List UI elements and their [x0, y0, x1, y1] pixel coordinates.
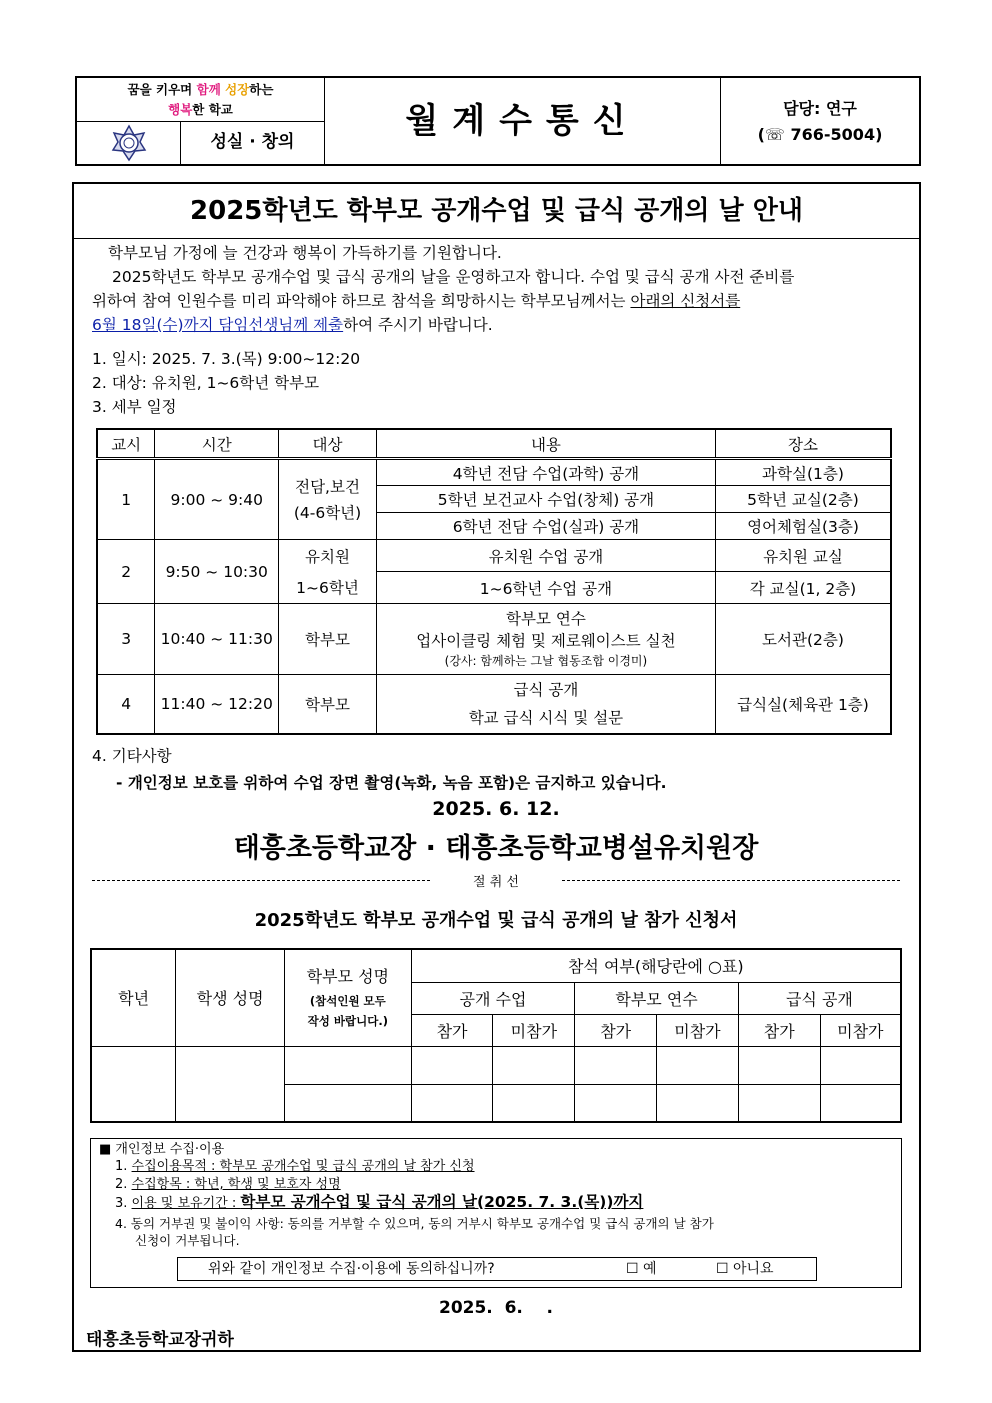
target-cell: 학부모 — [279, 675, 377, 734]
target-cell: 유치원 — [279, 540, 377, 572]
contact-info — [721, 78, 919, 164]
consent-question: 위와 같이 개인정보 수집·이용에 동의하십니까? — [208, 1261, 495, 1277]
body-text: 위하여 참여 인원수를 미리 파악해야 하므로 참석을 희망하시는 학부모님께서는 — [92, 292, 631, 310]
notice-date: 2025. 6. 12. — [432, 798, 560, 820]
student-name-header: 학생 성명 — [176, 949, 285, 1046]
body-line — [92, 313, 493, 337]
greeting: 학부모님 가정에 늘 건강과 행복이 가득하기를 기원합니다. — [108, 244, 502, 262]
slogan-part: 행복 — [168, 102, 193, 117]
target-text: 전담,보건 — [295, 477, 360, 496]
attend-header: 참가 — [575, 1014, 657, 1046]
time-cell: 9:00 ~ 9:40 — [155, 459, 279, 540]
grade-header: 학년 — [91, 949, 176, 1046]
content-note: (강사: 함께하는 그날 협동조합 이경미) — [444, 654, 648, 668]
item-text: 이용 및 보유기간 : — [131, 1196, 241, 1211]
period-cell: 1 — [97, 459, 155, 540]
privacy-heading: ■ 개인정보 수집·이용 — [99, 1142, 225, 1157]
check-cell[interactable] — [493, 1084, 575, 1122]
parent-name-header — [284, 949, 411, 1046]
parent-name-note: 작성 바랍니다.) — [307, 1014, 388, 1029]
content-text: 학부모 연수 — [506, 610, 586, 628]
privacy-warning: - 개인정보 보호를 위하여 수업 장면 촬영(녹화, 녹음 포함)은 금지하고 있습니다. — [116, 774, 667, 792]
item-number: 1. — [115, 1159, 128, 1174]
privacy-item — [115, 1176, 341, 1193]
period-cell: 3 — [97, 604, 155, 675]
grade-entry[interactable] — [91, 1046, 176, 1122]
info-target: 2. 대상: 유치원, 1~6학년 학부모 — [92, 374, 320, 392]
check-cell[interactable] — [657, 1046, 739, 1084]
check-cell[interactable] — [657, 1084, 739, 1122]
place-cell: 유치원 교실 — [715, 540, 891, 572]
body-line: 2025학년도 학부모 공개수업 및 급식 공개의 날을 운영하고자 합니다. 수업 및 급식 공개 사전 준비를 — [112, 268, 795, 286]
parent-name-entry[interactable] — [284, 1046, 411, 1084]
schedule-table — [96, 428, 892, 735]
privacy-item-cont: 신청이 거부됩니다. — [135, 1233, 240, 1248]
target-cell — [279, 459, 377, 540]
other-notes-label: 4. 기타사항 — [92, 747, 172, 765]
privacy-consent-box — [90, 1138, 902, 1288]
school-emblem — [77, 122, 181, 164]
check-cell[interactable] — [411, 1046, 493, 1084]
item-text: 수집이용목적 : 학부모 공개수업 및 급식 공개의 날 참가 신청 — [131, 1159, 475, 1174]
item-emphasis: 학부모 공개수업 및 급식 공개의 날(2025. 7. 3.(목))까지 — [240, 1193, 644, 1211]
cut-line-label: 절 취 선 — [473, 875, 519, 890]
time-cell: 10:40 ~ 11:30 — [155, 604, 279, 675]
attend-header: 참가 — [738, 1014, 820, 1046]
form-entry-row — [91, 1046, 901, 1084]
table-row — [97, 540, 891, 572]
slogan-part: 함께 — [196, 82, 221, 97]
not-attend-header: 미참가 — [493, 1014, 575, 1046]
place-cell: 각 교실(1, 2층) — [715, 572, 891, 604]
privacy-item — [115, 1194, 643, 1212]
notice-signer: 태흥초등학교장 · 태흥초등학교병설유치원장 — [233, 833, 759, 864]
deadline-text: 6월 18일(수)까지 담임선생님께 제출 — [92, 316, 344, 334]
slogan-part: 하는 — [249, 82, 274, 97]
content-text: 급식 공개 — [513, 680, 579, 699]
header-cell: 시간 — [155, 429, 279, 459]
item-text: 수집항목 : 학년, 학생 및 보호자 성명 — [131, 1177, 341, 1192]
application-table — [90, 948, 902, 1123]
header-cell: 대상 — [279, 429, 377, 459]
check-cell[interactable] — [493, 1046, 575, 1084]
period-cell: 4 — [97, 675, 155, 734]
check-cell[interactable] — [411, 1084, 493, 1122]
newsletter-title: 월계수통신 — [325, 78, 721, 164]
consent-yes-checkbox[interactable]: ☐ 예 — [626, 1261, 657, 1277]
content-cell: 유치원 수업 공개 — [376, 540, 715, 572]
attendance-header: 참석 여부(해당란에 ○표) — [411, 949, 901, 982]
student-name-entry[interactable] — [176, 1046, 285, 1122]
content-cell: 6학년 전담 수업(실과) 공개 — [376, 513, 715, 540]
content-text: 업사이클링 체험 및 제로웨이스트 실천 — [416, 632, 676, 650]
content-text: 학교 급식 시식 및 설문 — [468, 708, 624, 727]
form-header-row — [91, 949, 901, 982]
header-cell: 장소 — [715, 429, 891, 459]
consent-question-box — [177, 1257, 817, 1281]
info-date: 1. 일시: 2025. 7. 3.(목) 9:00~12:20 — [92, 350, 361, 368]
info-schedule-label: 3. 세부 일정 — [92, 398, 177, 416]
body-emphasis: 아래의 신청서를 — [630, 292, 741, 310]
table-header-row — [97, 429, 891, 459]
slogan-part: 한 학교 — [192, 102, 233, 117]
place-cell: 급식실(체육관 1층) — [715, 675, 891, 734]
header-cell: 내용 — [376, 429, 715, 459]
parent-name-label: 학부모 성명 — [306, 967, 389, 987]
content-cell: 4학년 전담 수업(과학) 공개 — [376, 459, 715, 486]
form-title: 2025학년도 학부모 공개수업 및 급식 공개의 날 참가 신청서 — [254, 910, 738, 931]
privacy-item: 4. 동의 거부권 및 불이익 사항: 동의를 거부할 수 있으며, 동의 거부시 학부모 공개수업 및 급식 공개의 날 참가 — [115, 1216, 714, 1231]
table-row — [97, 675, 891, 734]
form-recipient: 태흥초등학교장귀하 — [86, 1330, 234, 1350]
group-header: 급식 공개 — [738, 982, 901, 1014]
header-cell: 교시 — [97, 429, 155, 459]
content-cell: 5학년 보건교사 수업(창체) 공개 — [376, 486, 715, 513]
not-attend-header: 미참가 — [657, 1014, 739, 1046]
time-cell: 9:50 ~ 10:30 — [155, 540, 279, 604]
check-cell[interactable] — [820, 1046, 901, 1084]
parent-name-note: (참석인원 모두 — [309, 994, 386, 1009]
period-cell: 2 — [97, 540, 155, 604]
attend-header: 참가 — [411, 1014, 493, 1046]
notice-title: 2025학년도 학부모 공개수업 및 급식 공개의 날 안내 — [74, 184, 919, 239]
target-cell: 1~6학년 — [279, 572, 377, 604]
item-number: 3. — [115, 1196, 132, 1211]
check-cell[interactable] — [738, 1046, 820, 1084]
target-cell: 학부모 — [279, 604, 377, 675]
body-text: 하여 주시기 바랍니다. — [343, 316, 493, 334]
body-line — [92, 289, 740, 313]
place-cell: 과학실(1층) — [715, 459, 891, 486]
item-number: 2. — [115, 1177, 128, 1192]
parent-name-entry[interactable] — [284, 1084, 411, 1122]
table-row — [97, 604, 891, 675]
privacy-item — [115, 1158, 475, 1175]
time-cell: 11:40 ~ 12:20 — [155, 675, 279, 734]
newsletter-header — [75, 76, 921, 166]
place-cell: 영어체험실(3층) — [715, 513, 891, 540]
school-slogan — [77, 78, 325, 122]
group-header: 학부모 연수 — [575, 982, 739, 1014]
contact-phone: (☏ 766-5004) — [757, 125, 883, 144]
content-cell — [376, 675, 715, 734]
place-cell: 도서관(2층) — [715, 604, 891, 675]
school-motto: 성실 · 창의 — [181, 122, 325, 164]
cut-line-right — [562, 880, 900, 881]
place-cell: 5학년 교실(2층) — [715, 486, 891, 513]
consent-no-checkbox[interactable]: ☐ 아니요 — [716, 1261, 774, 1277]
not-attend-header: 미참가 — [820, 1014, 901, 1046]
emblem-icon — [77, 122, 181, 164]
group-header: 공개 수업 — [411, 982, 575, 1014]
slogan-part: 꿈을 키우며 — [127, 82, 197, 97]
contact-name: 담당: 연구 — [783, 99, 857, 118]
form-date: 2025. 6. . — [438, 1298, 554, 1318]
cut-line-left — [92, 880, 430, 881]
content-cell — [376, 604, 715, 675]
table-row — [97, 459, 891, 486]
content-cell: 1~6학년 수업 공개 — [376, 572, 715, 604]
target-text: (4-6학년) — [293, 503, 362, 522]
slogan-part: 성장 — [225, 82, 250, 97]
check-cell[interactable] — [575, 1046, 657, 1084]
check-cell[interactable] — [575, 1084, 657, 1122]
check-cell[interactable] — [820, 1084, 901, 1122]
check-cell[interactable] — [738, 1084, 820, 1122]
